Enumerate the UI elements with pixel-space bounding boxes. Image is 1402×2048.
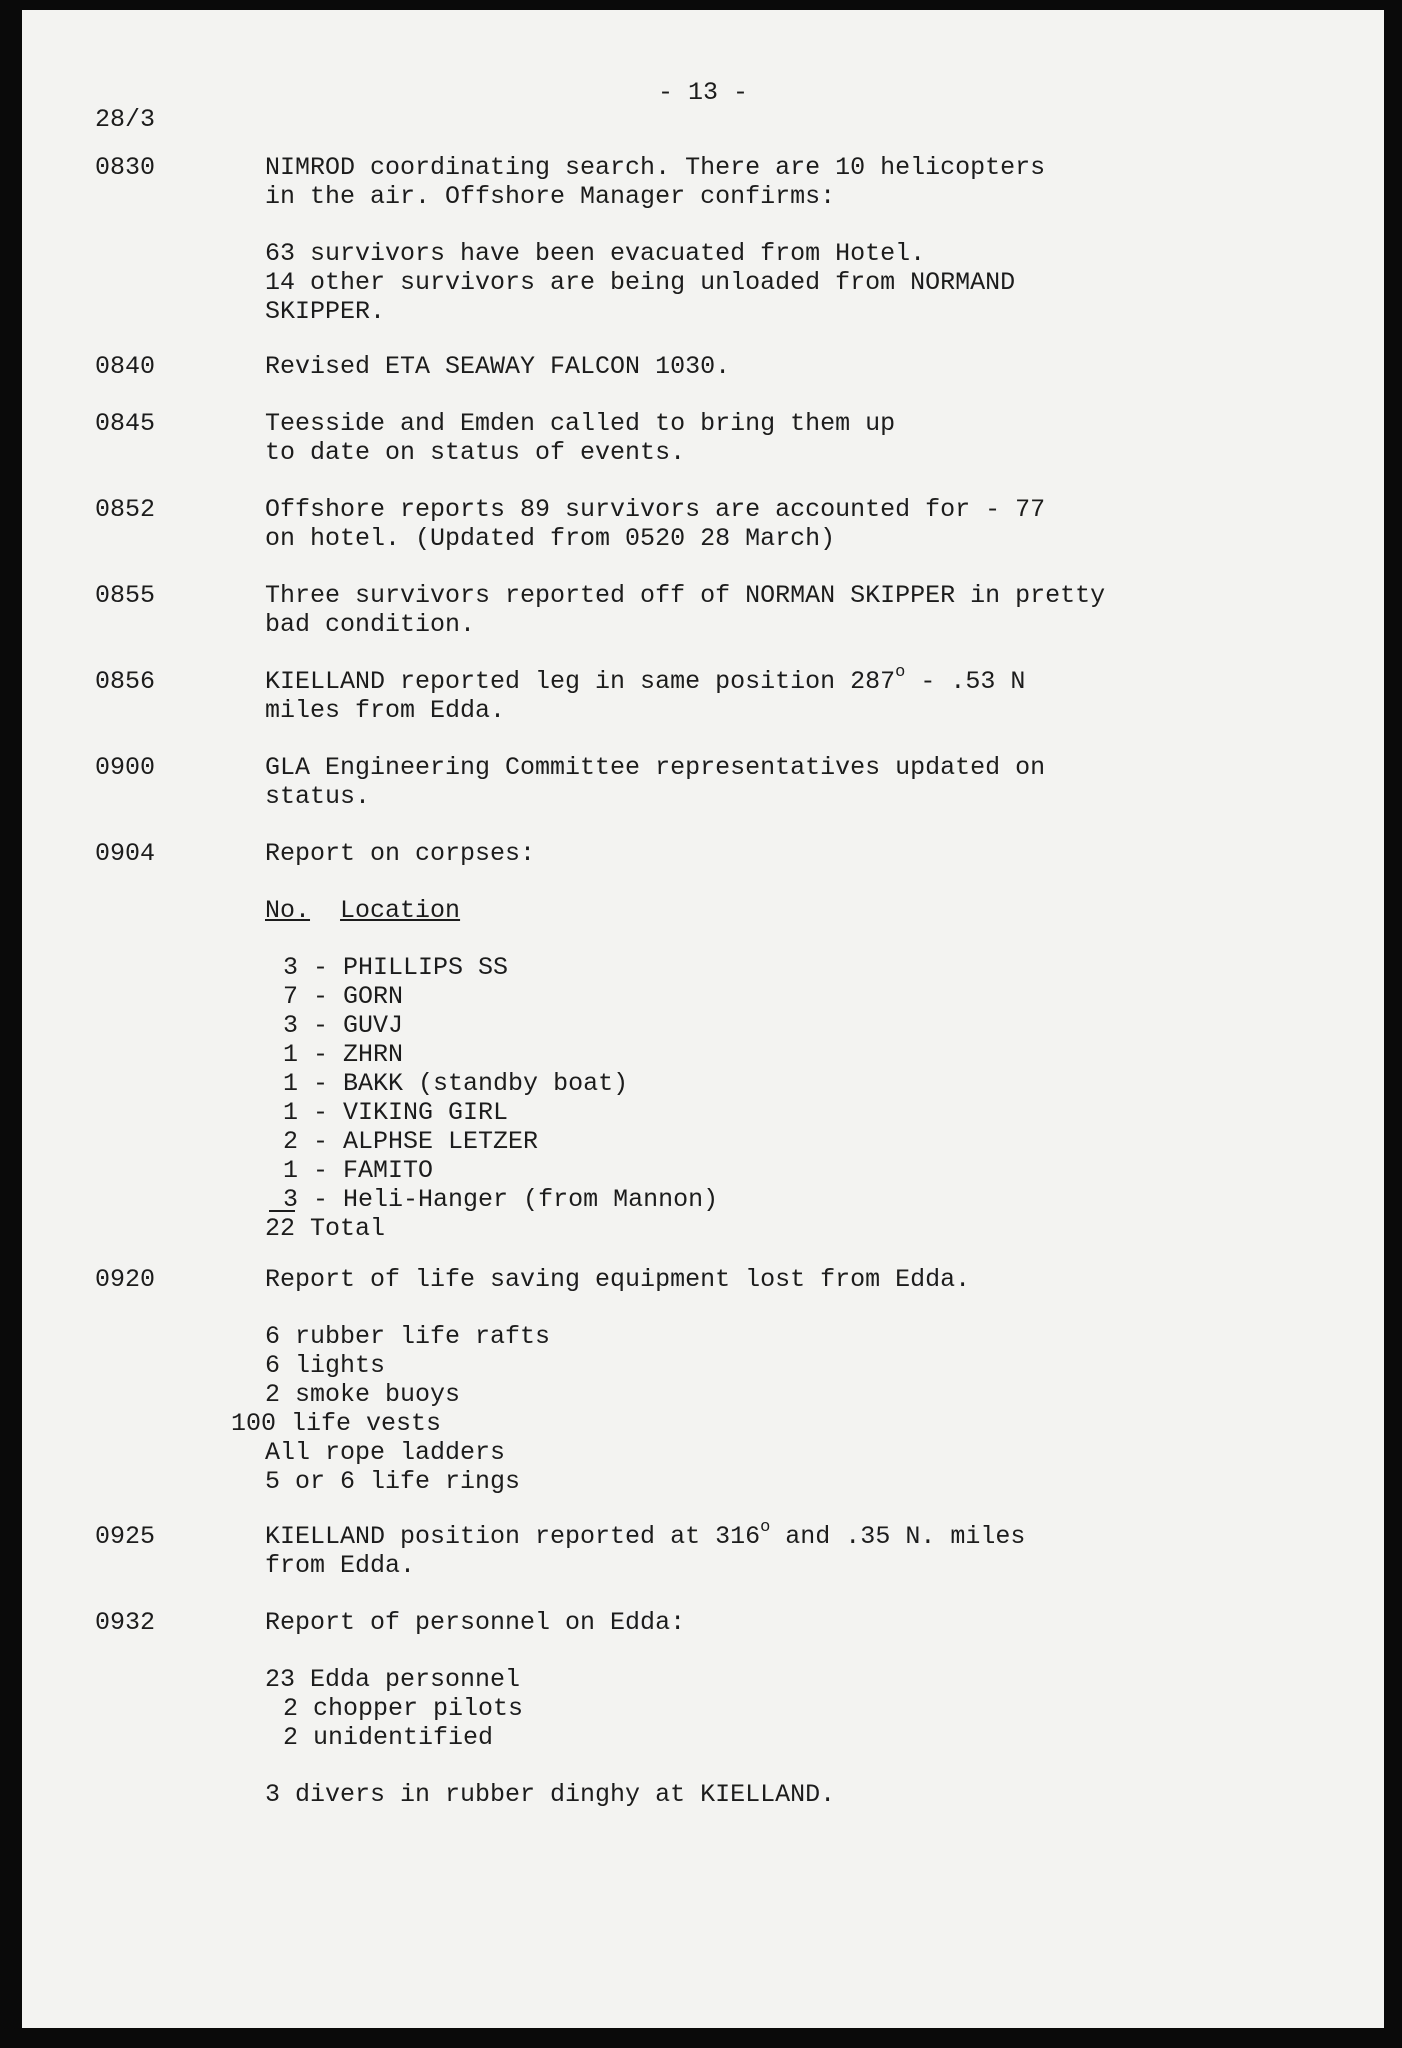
list-item: 2 chopper pilots (283, 1694, 524, 1723)
entry-text: 14 other survivors are being unloaded from NORMAND (265, 268, 1016, 297)
corpse-count: 1 (283, 1040, 299, 1069)
entry-text: status. (265, 782, 371, 811)
page-number: - 13 - (657, 78, 748, 107)
entry-body (265, 839, 1305, 1243)
table-row: 2 - ALPHSE LETZER (283, 1127, 539, 1156)
entry-body (265, 352, 1305, 381)
sum-rule (269, 1210, 295, 1212)
entry-text: Report of life saving equipment lost from Edda. (265, 1265, 971, 1294)
entry-body (265, 581, 1305, 639)
corpse-count: 3 (283, 953, 299, 982)
list-item: 2 smoke buoys (265, 1380, 461, 1409)
entry-body (265, 1517, 1305, 1580)
entry-text: Revised ETA SEAWAY FALCON 1030. (265, 352, 731, 381)
entry-time: 0900 (95, 753, 156, 782)
corpses-table-rows (265, 953, 1305, 1243)
entry-text (265, 1517, 1305, 1551)
corpse-location: GORN (343, 982, 404, 1011)
corpse-location: Heli-Hanger (from Mannon) (343, 1185, 719, 1214)
document-page (22, 10, 1384, 2028)
entry-text: miles from Edda. (265, 696, 506, 725)
corpse-count: 3 (283, 1185, 299, 1214)
entry-text-part: - .53 N (905, 667, 1026, 696)
corpse-location: GUVJ (343, 1011, 404, 1040)
column-header-no: No. (265, 896, 311, 925)
corpse-count: 7 (283, 982, 299, 1011)
table-row: 3 - PHILLIPS SS (283, 953, 509, 982)
entry-text-part: KIELLAND position reported at 316 (265, 1522, 761, 1551)
column-header-location: Location (340, 896, 461, 925)
entry-time: 0845 (95, 409, 156, 438)
entry-text: Report of personnel on Edda: (265, 1608, 686, 1637)
entry-time: 0904 (95, 839, 156, 868)
entry-text: 3 divers in rubber dinghy at KIELLAND. (265, 1780, 836, 1809)
entry-text (265, 662, 1305, 696)
table-row: 1 - FAMITO (283, 1156, 434, 1185)
corpse-count: 3 (283, 1011, 299, 1040)
table-row: 3 - GUVJ (283, 1011, 404, 1040)
list-item: 5 or 6 life rings (265, 1467, 521, 1496)
corpse-total: 22 (265, 1214, 296, 1243)
corpse-count: 1 (283, 1098, 299, 1127)
entry-text: in the air. Offshore Manager confirms: (265, 182, 836, 211)
corpse-location: BAKK (standby boat) (343, 1069, 629, 1098)
entry-text: Offshore reports 89 survivors are accounted for - 77 (265, 495, 1046, 524)
entry-text: to date on status of events. (265, 438, 686, 467)
entry-text: Teesside and Emden called to bring them up (265, 409, 896, 438)
corpse-location: PHILLIPS SS (343, 953, 509, 982)
list-item: 2 unidentified (283, 1723, 494, 1752)
table-row: 7 - GORN (283, 982, 404, 1011)
corpse-location: ALPHSE LETZER (343, 1127, 539, 1156)
entry-text-part: KIELLAND reported leg in same position 287 (265, 667, 896, 696)
table-row: 1 - VIKING GIRL (283, 1098, 509, 1127)
entry-text: on hotel. (Updated from 0520 28 March) (265, 524, 836, 553)
corpse-count: 1 (283, 1156, 299, 1185)
total-label: Total (310, 1214, 386, 1243)
entry-text: bad condition. (265, 610, 476, 639)
entry-text: Three survivors reported off of NORMAN SKIPPER in pretty (265, 581, 1106, 610)
corpse-location: VIKING GIRL (343, 1098, 509, 1127)
entry-text: SKIPPER. (265, 297, 386, 326)
entry-text-part: and .35 N. miles (770, 1522, 1026, 1551)
list-item: 100 life vests (231, 1409, 442, 1438)
entry-text: Report on corpses: (265, 839, 536, 868)
entry-text: GLA Engineering Committee representatives updated on (265, 753, 1046, 782)
entry-time: 0856 (95, 667, 156, 696)
corpse-count: 1 (283, 1069, 299, 1098)
list-item: 6 rubber life rafts (265, 1322, 551, 1351)
degree-sign: o (895, 662, 906, 682)
corpse-location: ZHRN (343, 1040, 404, 1069)
list-item: 6 lights (265, 1351, 386, 1380)
degree-sign: o (760, 1517, 771, 1537)
entry-body (265, 1608, 1305, 1809)
entry-text: 63 survivors have been evacuated from Hotel. (265, 239, 926, 268)
entry-body (231, 1265, 1305, 1496)
corpses-table-header (265, 896, 1305, 925)
entry-body (265, 409, 1305, 467)
list-item: 23 Edda personnel (265, 1665, 521, 1694)
table-row: 1 - ZHRN (283, 1040, 404, 1069)
entry-time: 0925 (95, 1522, 156, 1551)
entry-time: 0920 (95, 1265, 156, 1294)
entry-time: 0852 (95, 495, 156, 524)
table-row: 1 - BAKK (standby boat) (283, 1069, 629, 1098)
entry-body (265, 495, 1305, 553)
list-item: All rope ladders (265, 1438, 506, 1467)
corpse-count: 2 (283, 1127, 299, 1156)
entry-text: from Edda. (265, 1551, 416, 1580)
entry-time: 0840 (95, 352, 156, 381)
table-row: 3 - Heli-Hanger (from Mannon) (283, 1185, 719, 1214)
entry-body (265, 753, 1305, 811)
entry-body (265, 662, 1305, 725)
entry-time: 0830 (95, 153, 156, 182)
entry-time: 0932 (95, 1608, 156, 1637)
log-date: 28/3 (95, 105, 156, 134)
entry-text: NIMROD coordinating search. There are 10 helicopters (265, 153, 1046, 182)
entry-body (265, 153, 1305, 326)
entry-time: 0855 (95, 581, 156, 610)
corpse-location: FAMITO (343, 1156, 434, 1185)
table-total-row (265, 1214, 1305, 1243)
